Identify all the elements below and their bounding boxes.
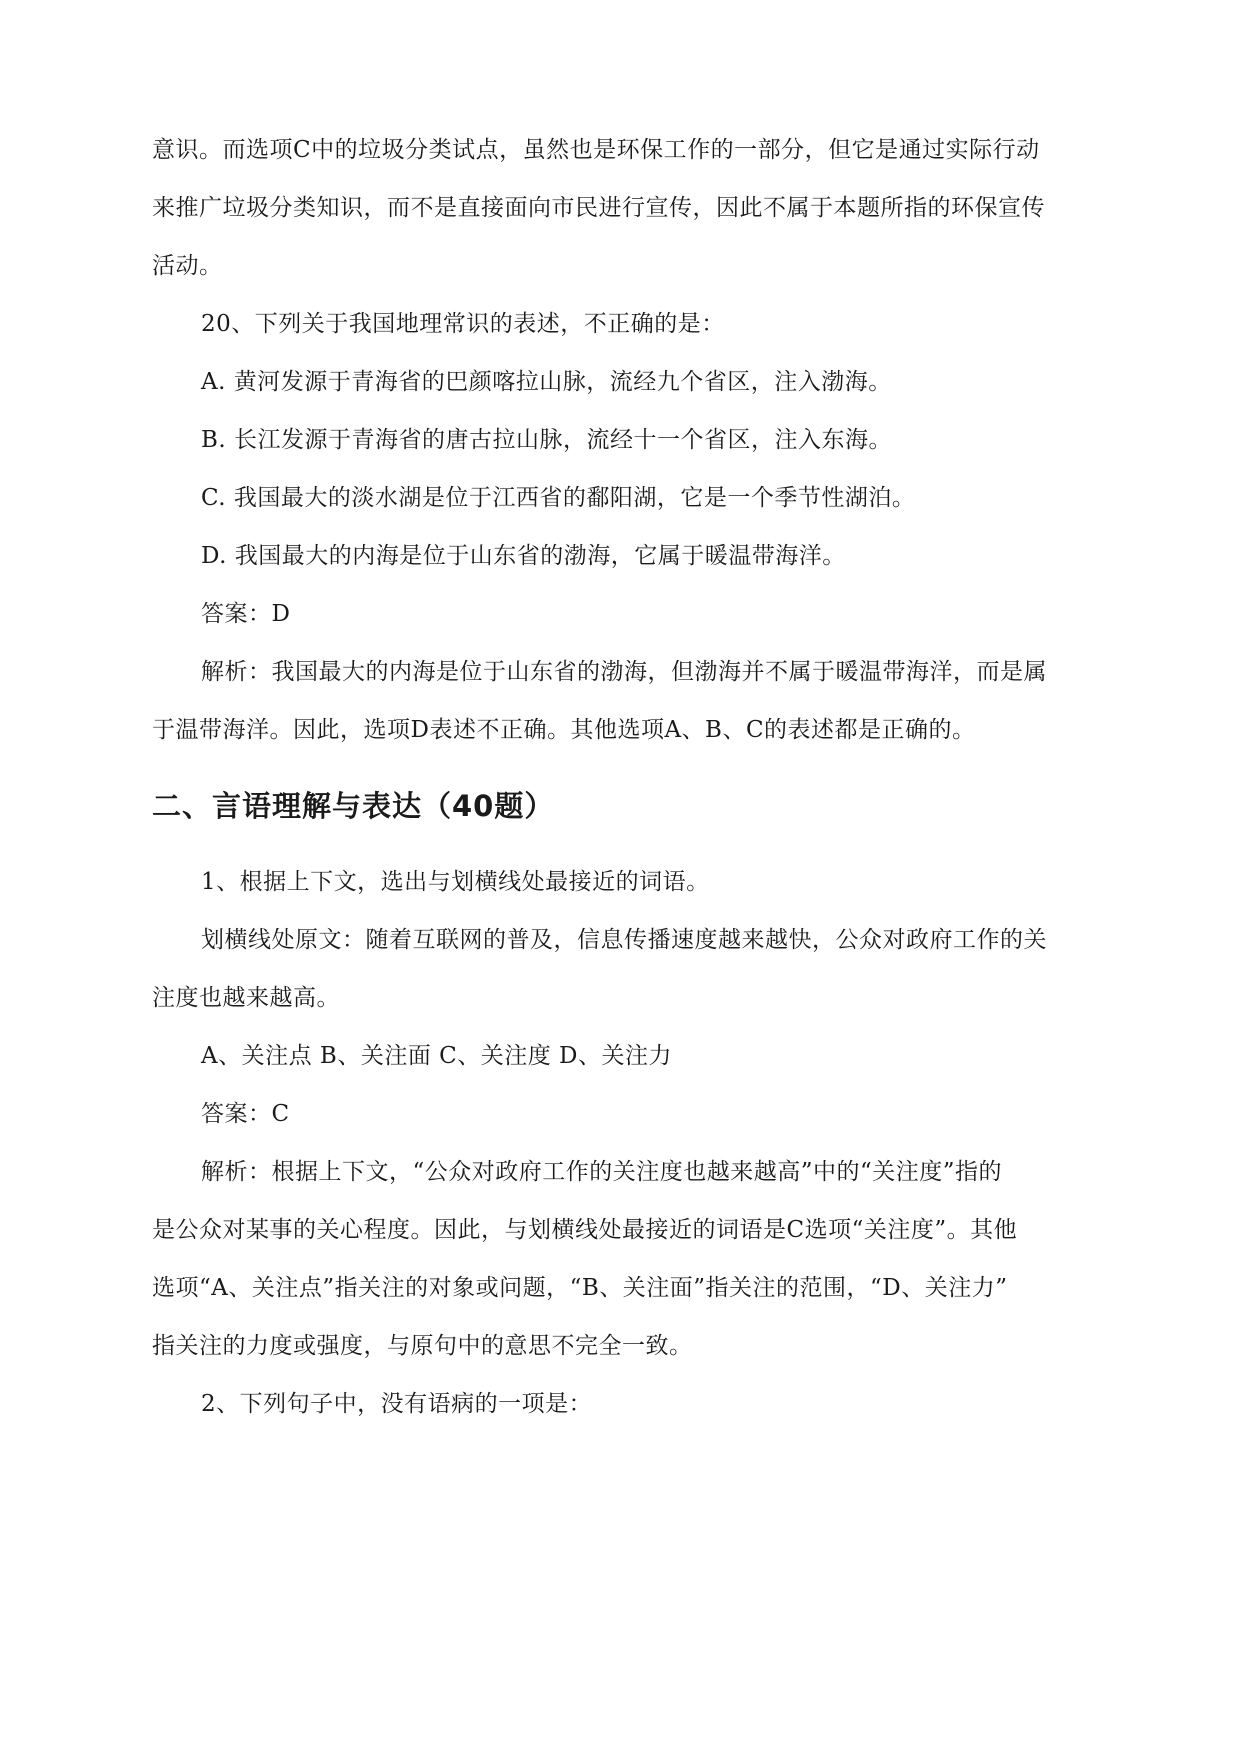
q1-analysis-line-3: 选项“A、关注点”指关注的对象或问题，“B、关注面”指关注的范围，“D、关注力” bbox=[152, 1275, 1008, 1301]
intro-line-3: 活动。 bbox=[152, 253, 223, 279]
intro-line-2: 来推广垃圾分类知识，而不是直接面向市民进行宣传，因此不属于本题所指的环保宣传 bbox=[152, 195, 1045, 221]
q1-analysis-line-2: 是公众对某事的关心程度。因此，与划横线处最接近的词语是C选项“关注度”。其他 bbox=[152, 1217, 1018, 1243]
q1-options: A、关注点 B、关注面 C、关注度 D、关注力 bbox=[201, 1043, 672, 1069]
q20-answer: 答案：D bbox=[201, 601, 291, 627]
section-heading: 二、言语理解与表达（40题） bbox=[152, 789, 555, 823]
q20-analysis-line-1: 解析：我国最大的内海是位于山东省的渤海，但渤海并不属于暖温带海洋，而是属 bbox=[201, 659, 1047, 685]
q1-question: 1、根据上下文，选出与划横线处最接近的词语。 bbox=[201, 869, 710, 895]
q1-analysis-line-1: 解析：根据上下文，“公众对政府工作的关注度也越来越高”中的“关注度”指的 bbox=[201, 1159, 1003, 1185]
q20-option-b: B. 长江发源于青海省的唐古拉山脉，流经十一个省区，注入东海。 bbox=[201, 427, 893, 453]
q20-option-a: A. 黄河发源于青海省的巴颜喀拉山脉，流经九个省区，注入渤海。 bbox=[201, 369, 892, 395]
intro-line-1: 意识。而选项C中的垃圾分类试点，虽然也是环保工作的一部分，但它是通过实际行动 bbox=[152, 137, 1040, 163]
q1-analysis-line-4: 指关注的力度或强度，与原句中的意思不完全一致。 bbox=[152, 1333, 693, 1359]
q20-question: 20、下列关于我国地理常识的表述，不正确的是： bbox=[201, 311, 725, 337]
q20-option-c: C. 我国最大的淡水湖是位于江西省的鄱阳湖，它是一个季节性湖泊。 bbox=[201, 485, 916, 511]
q1-answer: 答案：C bbox=[201, 1101, 290, 1127]
q1-original-line-2: 注度也越来越高。 bbox=[152, 985, 340, 1011]
q20-option-d: D. 我国最大的内海是位于山东省的渤海，它属于暖温带海洋。 bbox=[201, 543, 846, 569]
q2-question: 2、下列句子中，没有语病的一项是： bbox=[201, 1391, 593, 1417]
q20-analysis-line-2: 于温带海洋。因此，选项D表述不正确。其他选项A、B、C的表述都是正确的。 bbox=[152, 717, 976, 743]
q1-original-line-1: 划横线处原文：随着互联网的普及，信息传播速度越来越快，公众对政府工作的关 bbox=[201, 927, 1047, 953]
